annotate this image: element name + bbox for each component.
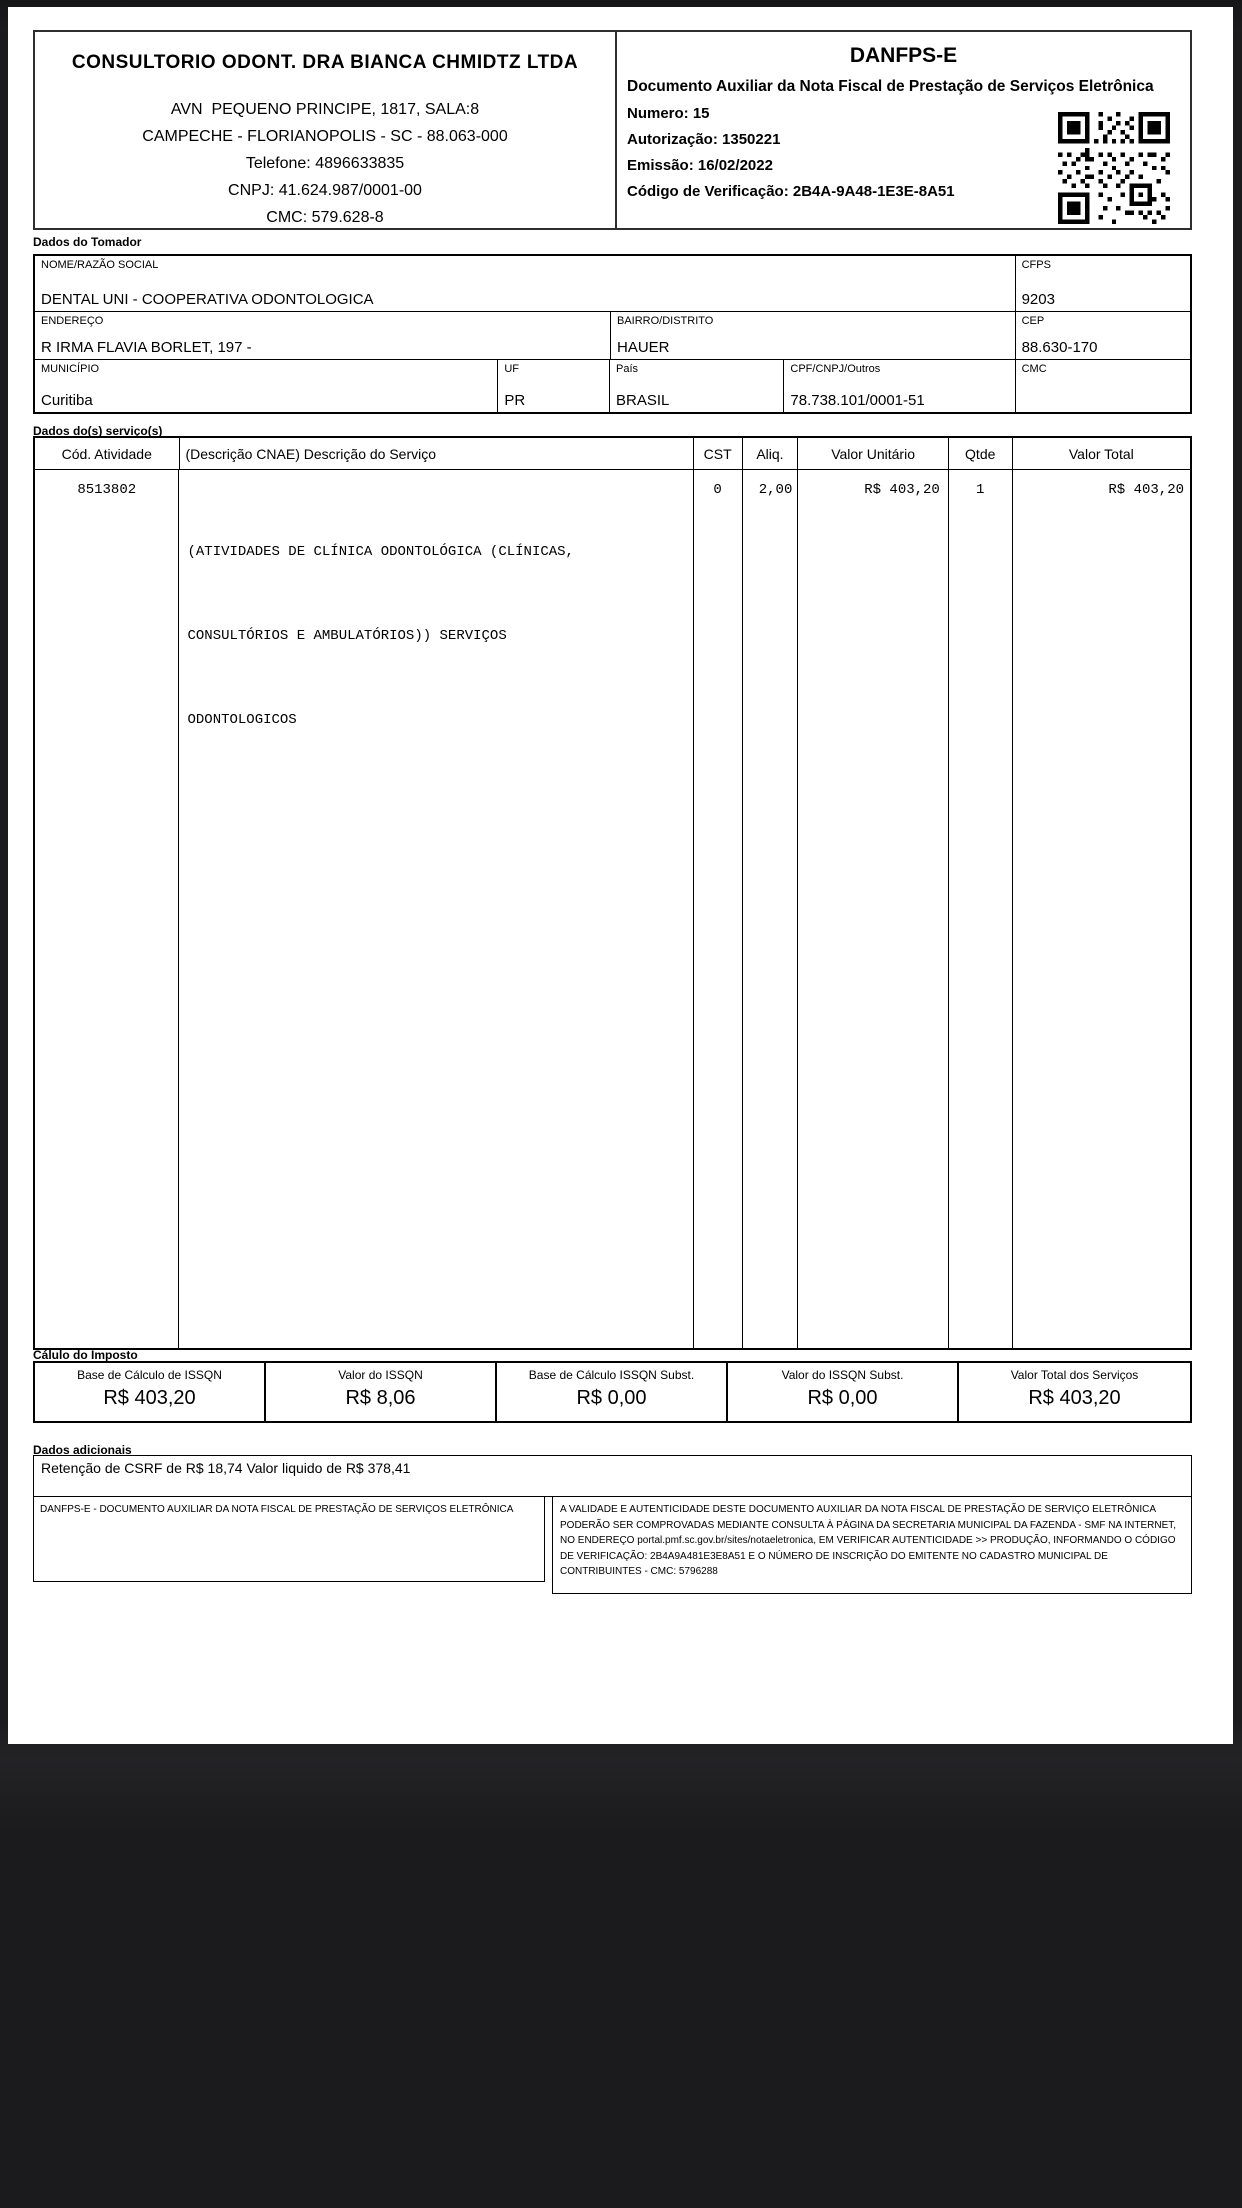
- field-label: CEP: [1021, 315, 1045, 327]
- cell-valor-total: R$ 403,20: [1108, 482, 1185, 498]
- cell-aliq: 2,00: [743, 470, 799, 1348]
- tax-label: Base de Cálculo ISSQN Subst.: [528, 1368, 695, 1382]
- header-box: [33, 30, 1192, 230]
- field-uf: [498, 360, 610, 412]
- col-header-descricao: (Descrição CNAE) Descrição do Serviço: [180, 438, 694, 469]
- col-header-cod-atividade: Cód. Atividade: [35, 438, 180, 469]
- col-header-valor-unitario: Valor Unitário: [798, 438, 948, 469]
- tax-label: Base de Cálculo de ISSQN: [77, 1368, 222, 1382]
- field-nome-razao-social: [35, 256, 1016, 311]
- emitter-address: [35, 96, 615, 231]
- footer-left-box: DANFPS-E - DOCUMENTO AUXILIAR DA NOTA FISCAL DE PRESTAÇÃO DE SERVIÇOS ELETRÔNICA: [33, 1496, 545, 1582]
- col-header-aliq: Aliq.: [743, 438, 799, 469]
- tomador-row-3: [35, 360, 1190, 412]
- field-label: BAIRRO/DISTRITO: [616, 315, 714, 327]
- field-cfps: [1016, 256, 1190, 311]
- tax-value: R$ 403,20: [103, 1387, 196, 1409]
- danfps-emissao: Emissão: 16/02/2022: [627, 157, 773, 174]
- footer-right-box: A VALIDADE E AUTENTICIDADE DESTE DOCUMENTO AUXILIAR DA NOTA FISCAL DE PRESTAÇÃO DE SERVIÇO ELETRÔNICA PODERÃO SER COMPROVADAS MEDIANTE CONSULTA À PÁGINA DA SECRETARIA MUNICIPAL DA FAZENDA - SMF NA INTERNET, NO ENDEREÇO portal.pmf.sc.gov.br/sites/notaeletronica, EM VERIFICAR AUTENTICIDADE >> PRODUÇÃO, INFORMANDO O CÓDIGO DE VERIFICAÇÃO: 2B4A9A481E3E8A51 E O NÚMERO DE INSCRIÇÃO DO EMITENTE NO CADASTRO MUNICIPAL DE CONTRIBUINTES - CMC: 5796288: [552, 1496, 1192, 1594]
- field-endereco: [35, 312, 611, 359]
- danfps-block: [615, 32, 1190, 228]
- field-label: ENDEREÇO: [41, 315, 104, 327]
- field-label: CFPS: [1021, 259, 1051, 271]
- cell-cod-atividade: 8513802: [35, 470, 179, 1348]
- field-label: País: [615, 363, 638, 375]
- field-label: UF: [504, 363, 520, 375]
- field-cpf-cnpj-outros: [784, 360, 1015, 412]
- emitter-cmc: CMC: 579.628-8: [266, 209, 384, 226]
- tax-value: R$ 0,00: [576, 1387, 647, 1409]
- emitter-cnpj: CNPJ: 41.624.987/0001-00: [228, 182, 422, 199]
- field-value: 78.738.101/0001-51: [790, 392, 925, 409]
- adicionais-box: Retenção de CSRF de R$ 18,74 Valor liquido de R$ 378,41: [33, 1455, 1192, 1497]
- adicionais-section-label: Dados adicionais: [33, 1443, 132, 1457]
- col-header-cst: CST: [694, 438, 743, 469]
- emitter-name: CONSULTORIO ODONT. DRA BIANCA CHMIDTZ LTDA: [71, 52, 579, 73]
- tax-value: R$ 0,00: [807, 1387, 878, 1409]
- field-label: NOME/RAZÃO SOCIAL: [41, 259, 159, 271]
- tax-cell-base-calculo-issqn: [35, 1363, 266, 1421]
- emitter-address-line2: CAMPECHE - FLORIANOPOLIS - SC - 88.063-000: [142, 128, 508, 145]
- tax-label: Valor do ISSQN: [338, 1368, 423, 1382]
- field-value: PR: [504, 392, 526, 409]
- tomador-table: [33, 254, 1192, 414]
- emitter-block: [35, 32, 615, 228]
- imposto-section-label: Cálulo do Imposto: [33, 1348, 138, 1362]
- tax-label: Valor do ISSQN Subst.: [781, 1368, 904, 1382]
- emitter-address-line1: AVN PEQUENO PRINCIPE, 1817, SALA:8: [170, 101, 480, 118]
- tax-label: Valor Total dos Serviços: [1010, 1368, 1139, 1382]
- col-header-qtde: Qtde: [949, 438, 1013, 469]
- tax-value: R$ 8,06: [345, 1387, 416, 1409]
- field-municipio: [35, 360, 498, 412]
- field-cmc: [1016, 360, 1190, 412]
- cell-descricao: [179, 470, 693, 1348]
- danfps-subtitle: Documento Auxiliar da Nota Fiscal de Prestação de Serviços Eletrônica: [627, 78, 1154, 95]
- danfps-title: DANFPS-E: [849, 44, 958, 67]
- danfps-autorizacao: Autorização: 1350221: [627, 131, 781, 148]
- tomador-row-1: [35, 256, 1190, 312]
- danfps-codigo-verificacao: Código de Verificação: 2B4A-9A48-1E3E-8A51: [627, 183, 955, 200]
- field-value: 88.630-170: [1021, 339, 1098, 356]
- tax-cell-valor-issqn: [266, 1363, 497, 1421]
- field-bairro-distrito: [611, 312, 1016, 359]
- danfps-numero: Numero: 15: [627, 105, 710, 122]
- tomador-section-label: Dados do Tomador: [33, 235, 142, 249]
- tomador-row-2: [35, 312, 1190, 360]
- field-value: DENTAL UNI - COOPERATIVA ODONTOLOGICA: [41, 291, 374, 308]
- cell-cst: 0: [694, 470, 743, 1348]
- cell-qtde: 1: [949, 470, 1013, 1348]
- field-value: HAUER: [616, 339, 670, 356]
- invoice-page: [8, 7, 1233, 1744]
- field-value: 9203: [1021, 291, 1055, 308]
- qr-code-icon: [1058, 112, 1170, 224]
- servicos-section-label: Dados do(s) serviço(s): [33, 424, 163, 438]
- servicos-table-header: [35, 438, 1190, 470]
- cell-valor-unitario: R$ 403,20: [798, 470, 949, 1348]
- servicos-table-row: [35, 470, 1190, 1348]
- descricao-line: ODONTOLOGICOS: [187, 712, 297, 728]
- col-header-valor-total: Valor Total: [1068, 445, 1134, 462]
- field-label: CPF/CNPJ/Outros: [790, 363, 881, 375]
- servicos-table: [33, 436, 1192, 1350]
- tax-value: R$ 403,20: [1028, 1387, 1121, 1409]
- tax-cell-valor-issqn-subst: [728, 1363, 959, 1421]
- tax-cell-valor-total-servicos: [959, 1363, 1190, 1421]
- field-cep: [1016, 312, 1190, 359]
- field-value: Curitiba: [41, 392, 93, 409]
- field-value: BRASIL: [615, 392, 670, 409]
- descricao-line: (ATIVIDADES DE CLÍNICA ODONTOLÓGICA (CLÍNICAS,: [187, 544, 574, 560]
- emitter-phone: Telefone: 4896633835: [245, 155, 405, 172]
- field-pais: [610, 360, 784, 412]
- field-value: R IRMA FLAVIA BORLET, 197 -: [41, 339, 252, 356]
- imposto-table: [33, 1361, 1192, 1423]
- tax-cell-base-calculo-issqn-subst: [497, 1363, 728, 1421]
- field-label: CMC: [1021, 363, 1047, 375]
- field-label: MUNICÍPIO: [41, 363, 100, 375]
- descricao-line: CONSULTÓRIOS E AMBULATÓRIOS)) SERVIÇOS: [187, 628, 507, 644]
